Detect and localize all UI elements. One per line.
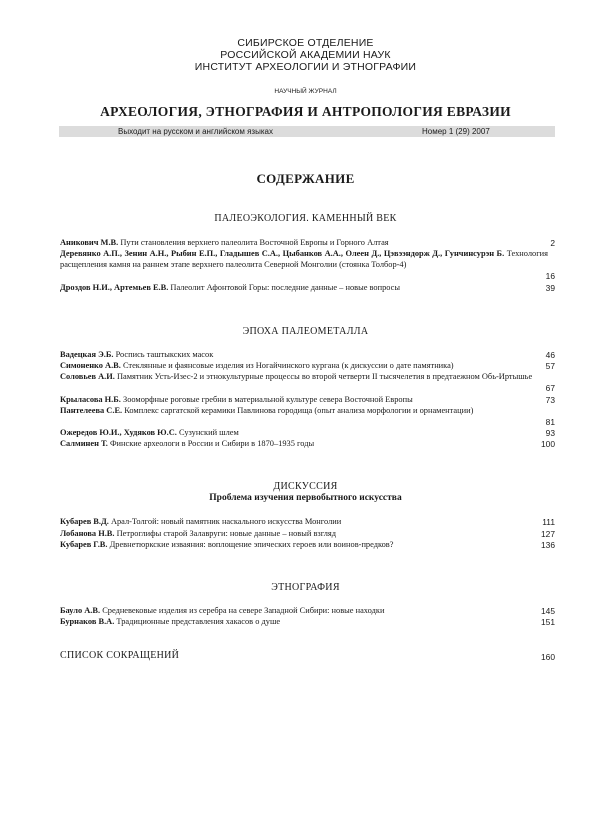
toc-entry[interactable] (60, 249, 548, 271)
toc-entry[interactable] (60, 406, 548, 417)
toc-entry[interactable] (60, 529, 548, 540)
entry-authors: Салминен Т. (60, 439, 108, 448)
entry-page: 136 (541, 540, 555, 550)
entry-authors: Бауло А.В. (60, 606, 101, 615)
entry-page: 145 (541, 606, 555, 616)
section-subtitle: Проблема изучения первобытного искусства (209, 493, 402, 503)
entry-authors: Соловьев А.И. (60, 372, 115, 381)
entry-title: Пути становления верхнего палеолита Восточной Европы и Горного Алтая (120, 238, 389, 247)
entry-page: 81 (545, 417, 555, 427)
entry-page: 127 (541, 529, 555, 539)
journal-title: АРХЕОЛОГИЯ, ЭТНОГРАФИЯ И АНТРОПОЛОГИЯ ЕВРАЗИИ (100, 104, 511, 119)
toc-entry[interactable] (60, 395, 548, 406)
entry-authors: Ожередов Ю.И., Худяков Ю.С. (60, 428, 177, 437)
issue-number: Номер 1 (29) 2007 (422, 127, 490, 136)
entry-title: Технология расщепления камня на раннем этапе верхнего палеолита Северной Монголии (стоянка Толбор-4) (60, 249, 548, 269)
toc-entry[interactable] (60, 439, 548, 450)
toc-entry[interactable] (60, 372, 548, 383)
entry-title: Арал-Толгой: новый памятник наскального искусства Монголии (110, 517, 342, 526)
entry-page: 2 (550, 238, 555, 248)
entry-title: Памятник Усть-Изес-2 и этнокультурные процессы во второй четверти II тысячелетия в предтаежном Обь-Иртышье (116, 372, 533, 381)
entry-page: 57 (545, 361, 555, 371)
abbreviations-page: 160 (541, 652, 555, 662)
entry-title: Роспись таштыкских масок (115, 350, 214, 359)
entry-page: 100 (541, 439, 555, 449)
entry-page: 39 (545, 283, 555, 293)
entry-authors: Симоненко А.В. (60, 361, 121, 370)
entry-page: 151 (541, 617, 555, 627)
contents-title: СОДЕРЖАНИЕ (256, 171, 355, 186)
entry-title: Сузунский шлем (178, 428, 239, 437)
entry-authors: Деревянко А.П., Зенин А.Н., Рыбин Е.П., Гладышев С.А., Цыбанков А.А., Олеен Д., Цэвээндорж Д., Гунчинсурэн Б. (60, 249, 505, 258)
entry-page: 73 (545, 395, 555, 405)
section-title: ЭПОХА ПАЛЕОМЕТАЛЛА (242, 326, 369, 337)
toc-entry[interactable] (60, 617, 548, 628)
toc-entry[interactable] (60, 361, 548, 372)
toc-entry[interactable] (60, 283, 548, 294)
entry-title: Традиционные представления хакасов о душе (116, 617, 281, 626)
entry-title: Стеклянные и фаянсовые изделия из Ногайчинского кургана (к дискуссии о дате памятника) (122, 361, 454, 370)
org-line-1: СИБИРСКОЕ ОТДЕЛЕНИЕ (237, 37, 374, 49)
entry-authors: Дроздов Н.И., Артемьев Е.В. (60, 283, 169, 292)
entry-authors: Вадецкая Э.Б. (60, 350, 114, 359)
entry-title: Средневековые изделия из серебра на севере Западной Сибири: новые находки (102, 606, 385, 615)
toc-entry[interactable] (60, 350, 548, 361)
entry-authors: Лобанова Н.В. (60, 529, 115, 538)
entry-title: Комплекс саргатской керамики Павлинова городища (опыт анализа морфологии и орнаментации) (124, 406, 474, 415)
entry-authors: Кубарев В.Д. (60, 517, 109, 526)
entry-authors: Крыласова Н.Б. (60, 395, 121, 404)
abbreviations-link[interactable]: СПИСОК СОКРАЩЕНИЙ (60, 650, 180, 661)
entry-title: Древнетюркские изваяния: воплощение эпических героев или воинов-предков? (109, 540, 394, 549)
org-line-2: РОССИЙСКОЙ АКАДЕМИИ НАУК (220, 49, 391, 61)
languages-note: Выходит на русском и английском языках (118, 127, 273, 136)
entry-authors: Аникович М.В. (60, 238, 119, 247)
section-title: ПАЛЕОЭКОЛОГИЯ. КАМЕННЫЙ ВЕК (214, 213, 397, 224)
entry-title: Финские археологи в России и Сибири в 1870–1935 годы (109, 439, 315, 448)
toc-entry[interactable] (60, 606, 548, 617)
toc-entry[interactable] (60, 238, 548, 249)
toc-entry[interactable] (60, 428, 548, 439)
entry-authors: Кубарев Г.В. (60, 540, 108, 549)
entry-page: 67 (545, 383, 555, 393)
entry-authors: Пантелеева С.Е. (60, 406, 123, 415)
entry-title: Палеолит Афонтовой Горы: последние данные – новые вопросы (170, 283, 401, 292)
entry-page: 93 (545, 428, 555, 438)
entry-title: Зооморфные роговые гребни в материальной культуре севера Восточной Европы (123, 395, 413, 404)
entry-page: 46 (545, 350, 555, 360)
toc-entry[interactable] (60, 540, 548, 551)
org-line-3: ИНСТИТУТ АРХЕОЛОГИИ И ЭТНОГРАФИИ (194, 61, 417, 73)
toc-entry[interactable] (60, 517, 548, 528)
entry-page: 16 (545, 271, 555, 281)
section-title: ЭТНОГРАФИЯ (271, 582, 340, 593)
entry-authors: Бурнаков В.А. (60, 617, 115, 626)
section-title: ДИСКУССИЯ (273, 481, 338, 492)
journal-label: НАУЧНЫЙ ЖУРНАЛ (274, 88, 337, 95)
entry-page: 111 (542, 517, 555, 527)
entry-title: Петроглифы старой Залавруги: новые данные – новый взгляд (116, 529, 337, 538)
